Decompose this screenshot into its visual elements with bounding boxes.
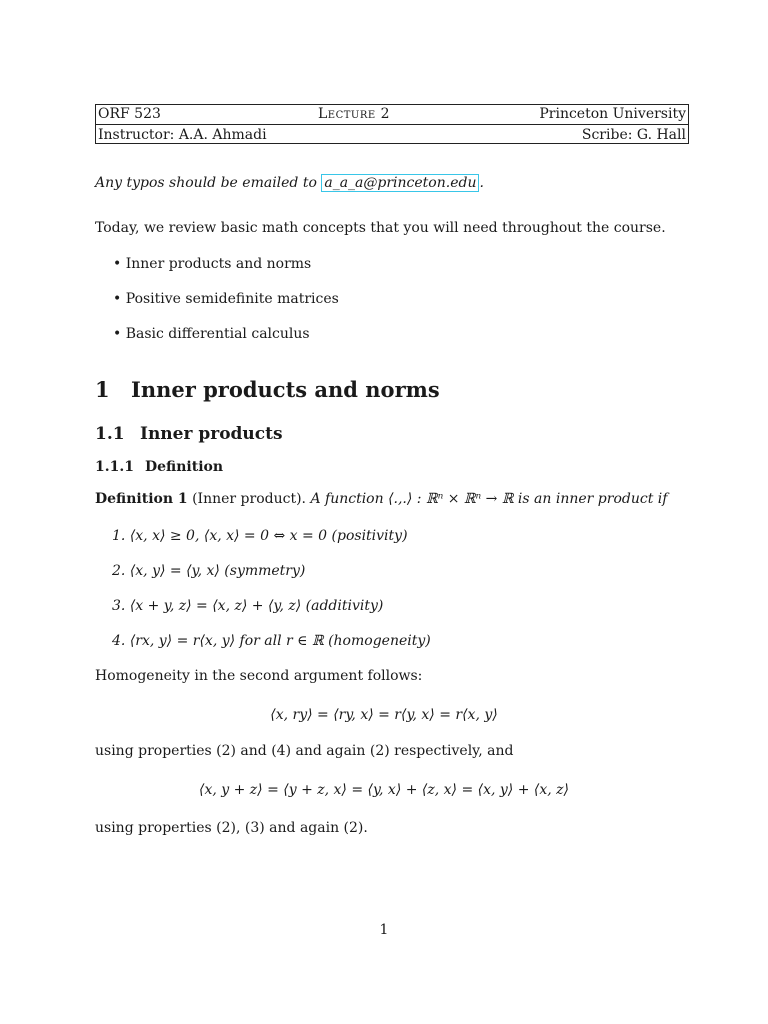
subsubsection-title: Definition [145, 459, 224, 475]
intro-paragraph: Today, we review basic math concepts that you will need throughout the course. [95, 220, 666, 236]
list-item-text: Positive semidefinite matrices [125, 291, 339, 307]
list-item: • Inner products and norms [113, 256, 312, 272]
scribe-name: Scribe: G. Hall [581, 127, 686, 143]
definition-name: (Inner product). [192, 491, 306, 507]
section-number: 1 [95, 377, 110, 402]
property-number: 2. [112, 563, 126, 579]
property-text: ⟨x + y, z⟩ = ⟨x, z⟩ + ⟨y, z⟩ (additivity) [129, 598, 384, 614]
property-item [112, 632, 431, 650]
course-code: ORF 523 [98, 106, 161, 122]
list-item: • Basic differential calculus [113, 326, 310, 342]
property-number: 3. [112, 598, 126, 614]
property-item [112, 562, 305, 580]
equation-additivity: ⟨x, y + z⟩ = ⟨y + z, x⟩ = ⟨y, x⟩ + ⟨z, x⟩ = ⟨x, y⟩ + ⟨x, z⟩ [198, 782, 569, 798]
property-text: ⟨rx, y⟩ = r⟨x, y⟩ for all r ∈ ℝ (homogeneity) [129, 633, 431, 649]
email-link[interactable]: a_a_a@princeton.edu [321, 174, 479, 192]
page-number: 1 [379, 922, 389, 938]
typos-suffix: . [479, 175, 484, 191]
definition-block [95, 490, 667, 508]
equation-homogeneity: ⟨x, ry⟩ = ⟨ry, x⟩ = r⟨y, x⟩ = r⟨x, y⟩ [270, 707, 498, 723]
definition-label: Definition 1 [95, 491, 188, 507]
subsubsection-number: 1.1.1 [95, 459, 134, 475]
property-number: 4. [112, 633, 126, 649]
typos-prefix: Any typos should be emailed to [95, 175, 322, 191]
property-item [112, 527, 408, 545]
section-title: Inner products and norms [131, 377, 440, 402]
header-divider [96, 124, 688, 125]
property-item [112, 597, 383, 615]
university-name: Princeton University [539, 106, 686, 122]
homogeneity-paragraph: Homogeneity in the second argument follows: [95, 668, 423, 684]
after-equation-paragraph: using properties (2) and (4) and again (2) respectively, and [95, 743, 514, 759]
definition-statement: A function ⟨.,.⟩ : ℝⁿ × ℝⁿ → ℝ is an inner product if [310, 491, 668, 507]
typos-note [95, 174, 484, 192]
list-item-text: Basic differential calculus [125, 326, 310, 342]
subsection-number: 1.1 [95, 424, 125, 444]
subsection-title: Inner products [140, 424, 283, 444]
list-item-text: Inner products and norms [125, 256, 312, 272]
instructor-name: Instructor: A.A. Ahmadi [98, 127, 267, 143]
lecture-title: Lecture 2 [317, 106, 391, 122]
property-text: ⟨x, y⟩ = ⟨y, x⟩ (symmetry) [129, 563, 306, 579]
property-number: 1. [112, 528, 126, 544]
list-item: • Positive semidefinite matrices [113, 291, 339, 307]
closing-paragraph: using properties (2), (3) and again (2). [95, 820, 368, 836]
property-text: ⟨x, x⟩ ≥ 0, ⟨x, x⟩ = 0 ⇔ x = 0 (positivity) [129, 528, 408, 544]
